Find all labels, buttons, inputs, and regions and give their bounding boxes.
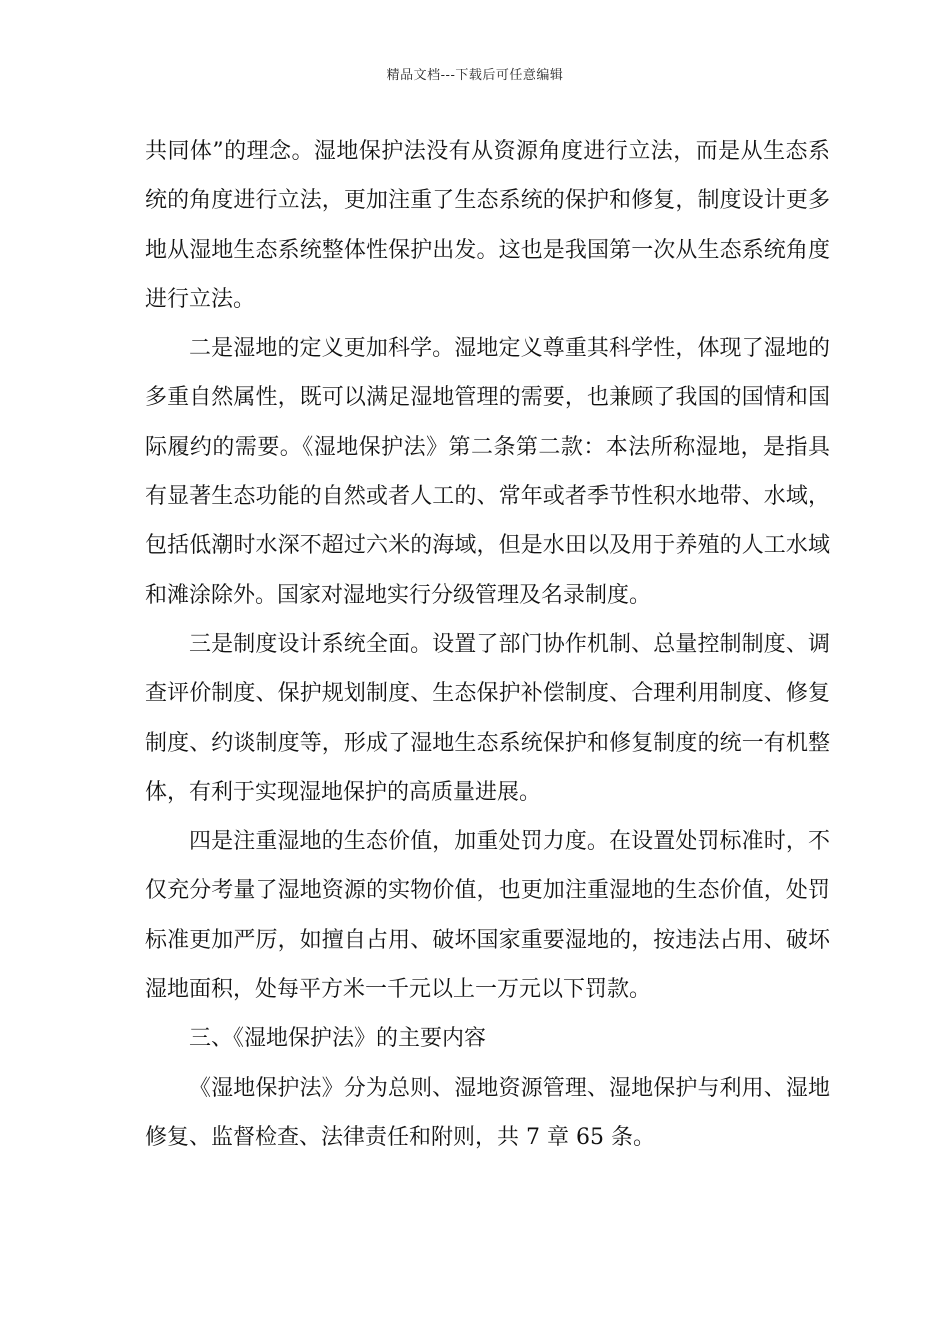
page-header: 精品文档---下载后可任意编辑 [386,68,564,83]
paragraph-system-design: 三是制度设计系统全面。设置了部门协作机制、总量控制制度、调查评价制度、保护规划制度、生态保护补偿制度、合理利用制度、修复制度、约谈制度等，形成了湿地生态系统保护和修复制度的统一有机整体，有利于实现湿地保护的高质量进展。 [145,631,830,805]
paragraph-structure: 《湿地保护法》分为总则、湿地资源管理、湿地保护与利用、湿地修复、监督检查、法律责任和附则，共 7 章 65 条。 [145,1075,830,1150]
paragraph-ecological-value: 四是注重湿地的生态价值，加重处罚力度。在设置处罚标准时，不仅充分考量了湿地资源的实物价值，也更加注重湿地的生态价值，处罚标准更加严厉，如擅自占用、破坏国家重要湿地的，按违法占用、破坏湿地面积，处每平方米一千元以上一万元以下罚款。 [145,829,830,1003]
paragraph-wetland-definition: 二是湿地的定义更加科学。湿地定义尊重其科学性，体现了湿地的多重自然属性，既可以满足湿地管理的需要，也兼顾了我国的国情和国际履约的需要。《湿地保护法》第二条第二款：本法所称湿地，是指具有显著生态功能的自然或者人工的、常年或者季节性积水地带、水域，包括低潮时水深不超过六米的海域，但是水田以及用于养殖的人工水域和滩涂除外。国家对湿地实行分级管理及名录制度。 [145,336,830,608]
section-heading-main-content: 三、《湿地保护法》的主要内容 [189,1026,487,1052]
paragraph-continuation: 共同体”的理念。湿地保护法没有从资源角度进行立法，而是从生态系统的角度进行立法，更加注重了生态系统的保护和修复，制度设计更多地从湿地生态系统整体性保护出发。这也是我国第一次从生态系统角度进行立法。 [145,139,830,312]
document-body [145,127,830,1162]
